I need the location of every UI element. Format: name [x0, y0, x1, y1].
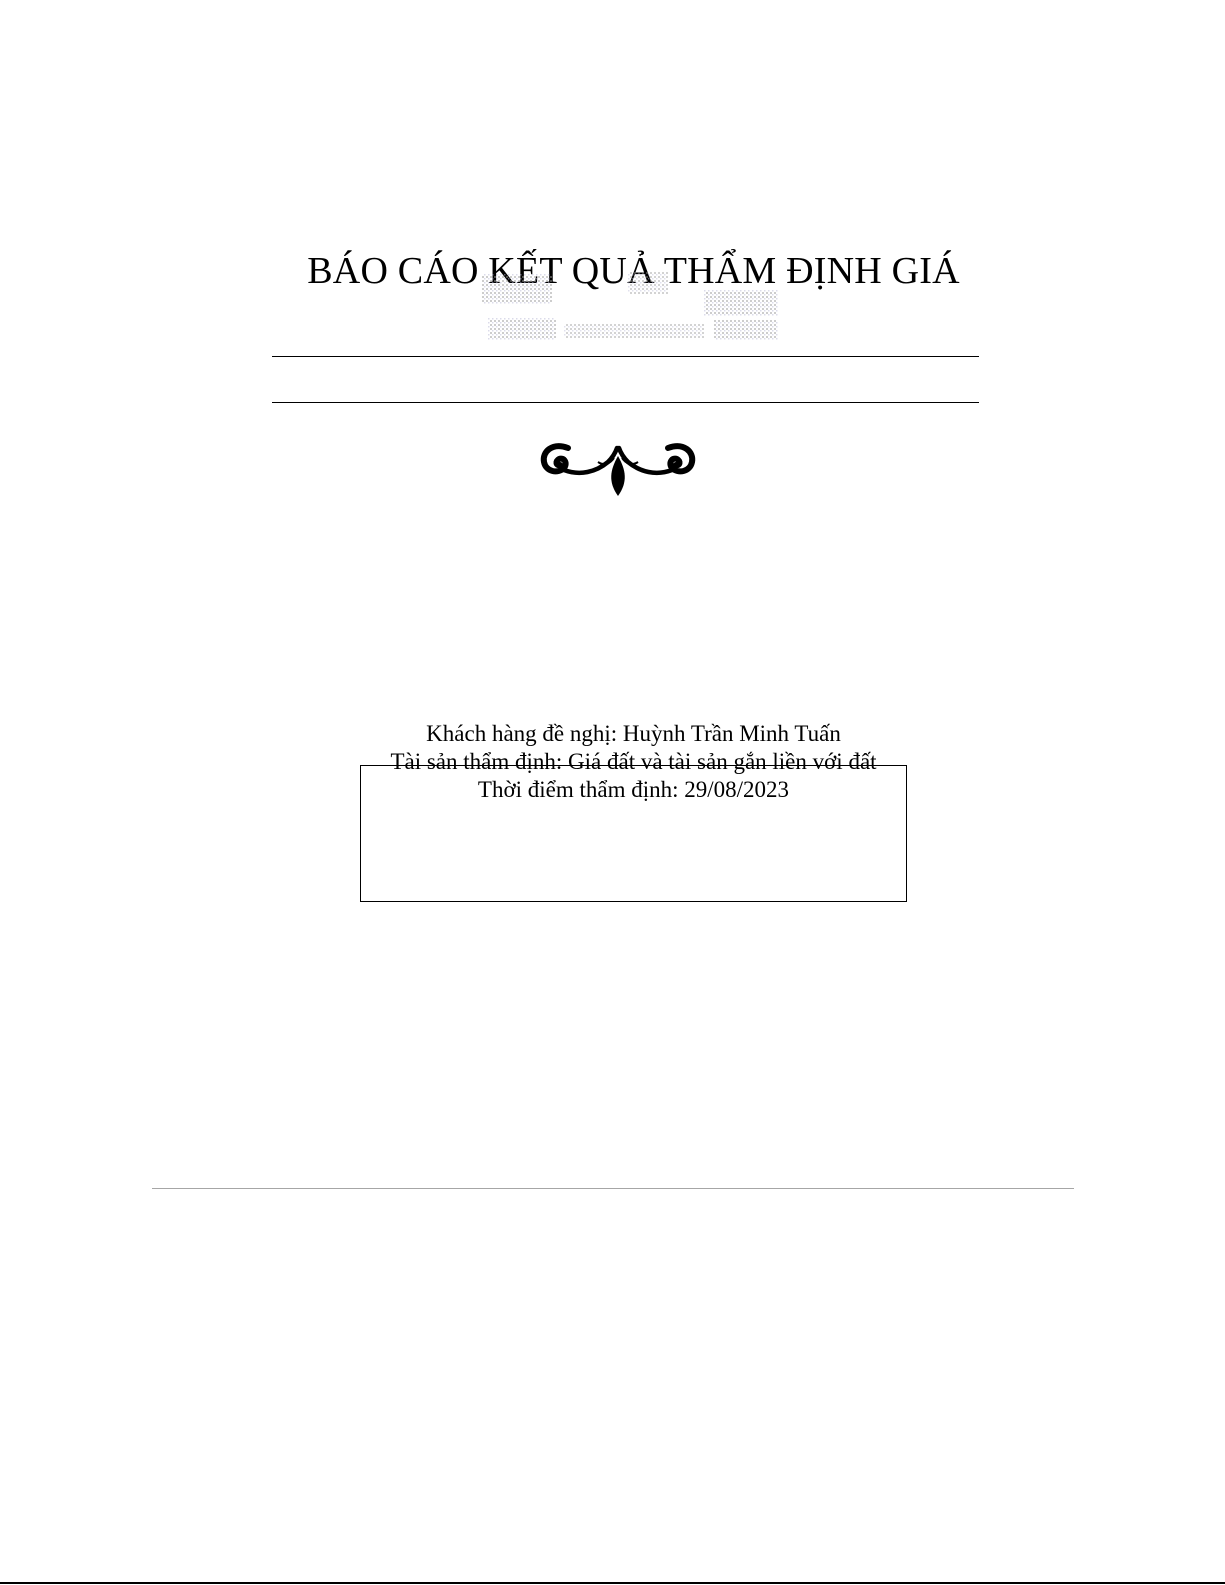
page-bottom-edge — [0, 1582, 1225, 1584]
client-line: Khách hàng đề nghị: Huỳnh Trần Minh Tuấn — [426, 721, 841, 746]
report-title: BÁO CÁO KẾT QUẢ THẨM ĐỊNH GIÁ — [307, 250, 960, 292]
date-line: Thời điểm thẩm định: 29/08/2023 — [477, 777, 790, 802]
report-details — [340, 720, 927, 804]
title-top-rule — [272, 356, 979, 357]
scroll-flourish-ornament-icon — [538, 432, 698, 502]
title-bottom-rule — [272, 402, 979, 403]
footer-divider — [152, 1188, 1074, 1189]
faded-logo-watermark — [478, 268, 788, 344]
asset-line: Tài sản thẩm định: Giá đất và tài sản gắn liền với đất — [390, 749, 877, 774]
